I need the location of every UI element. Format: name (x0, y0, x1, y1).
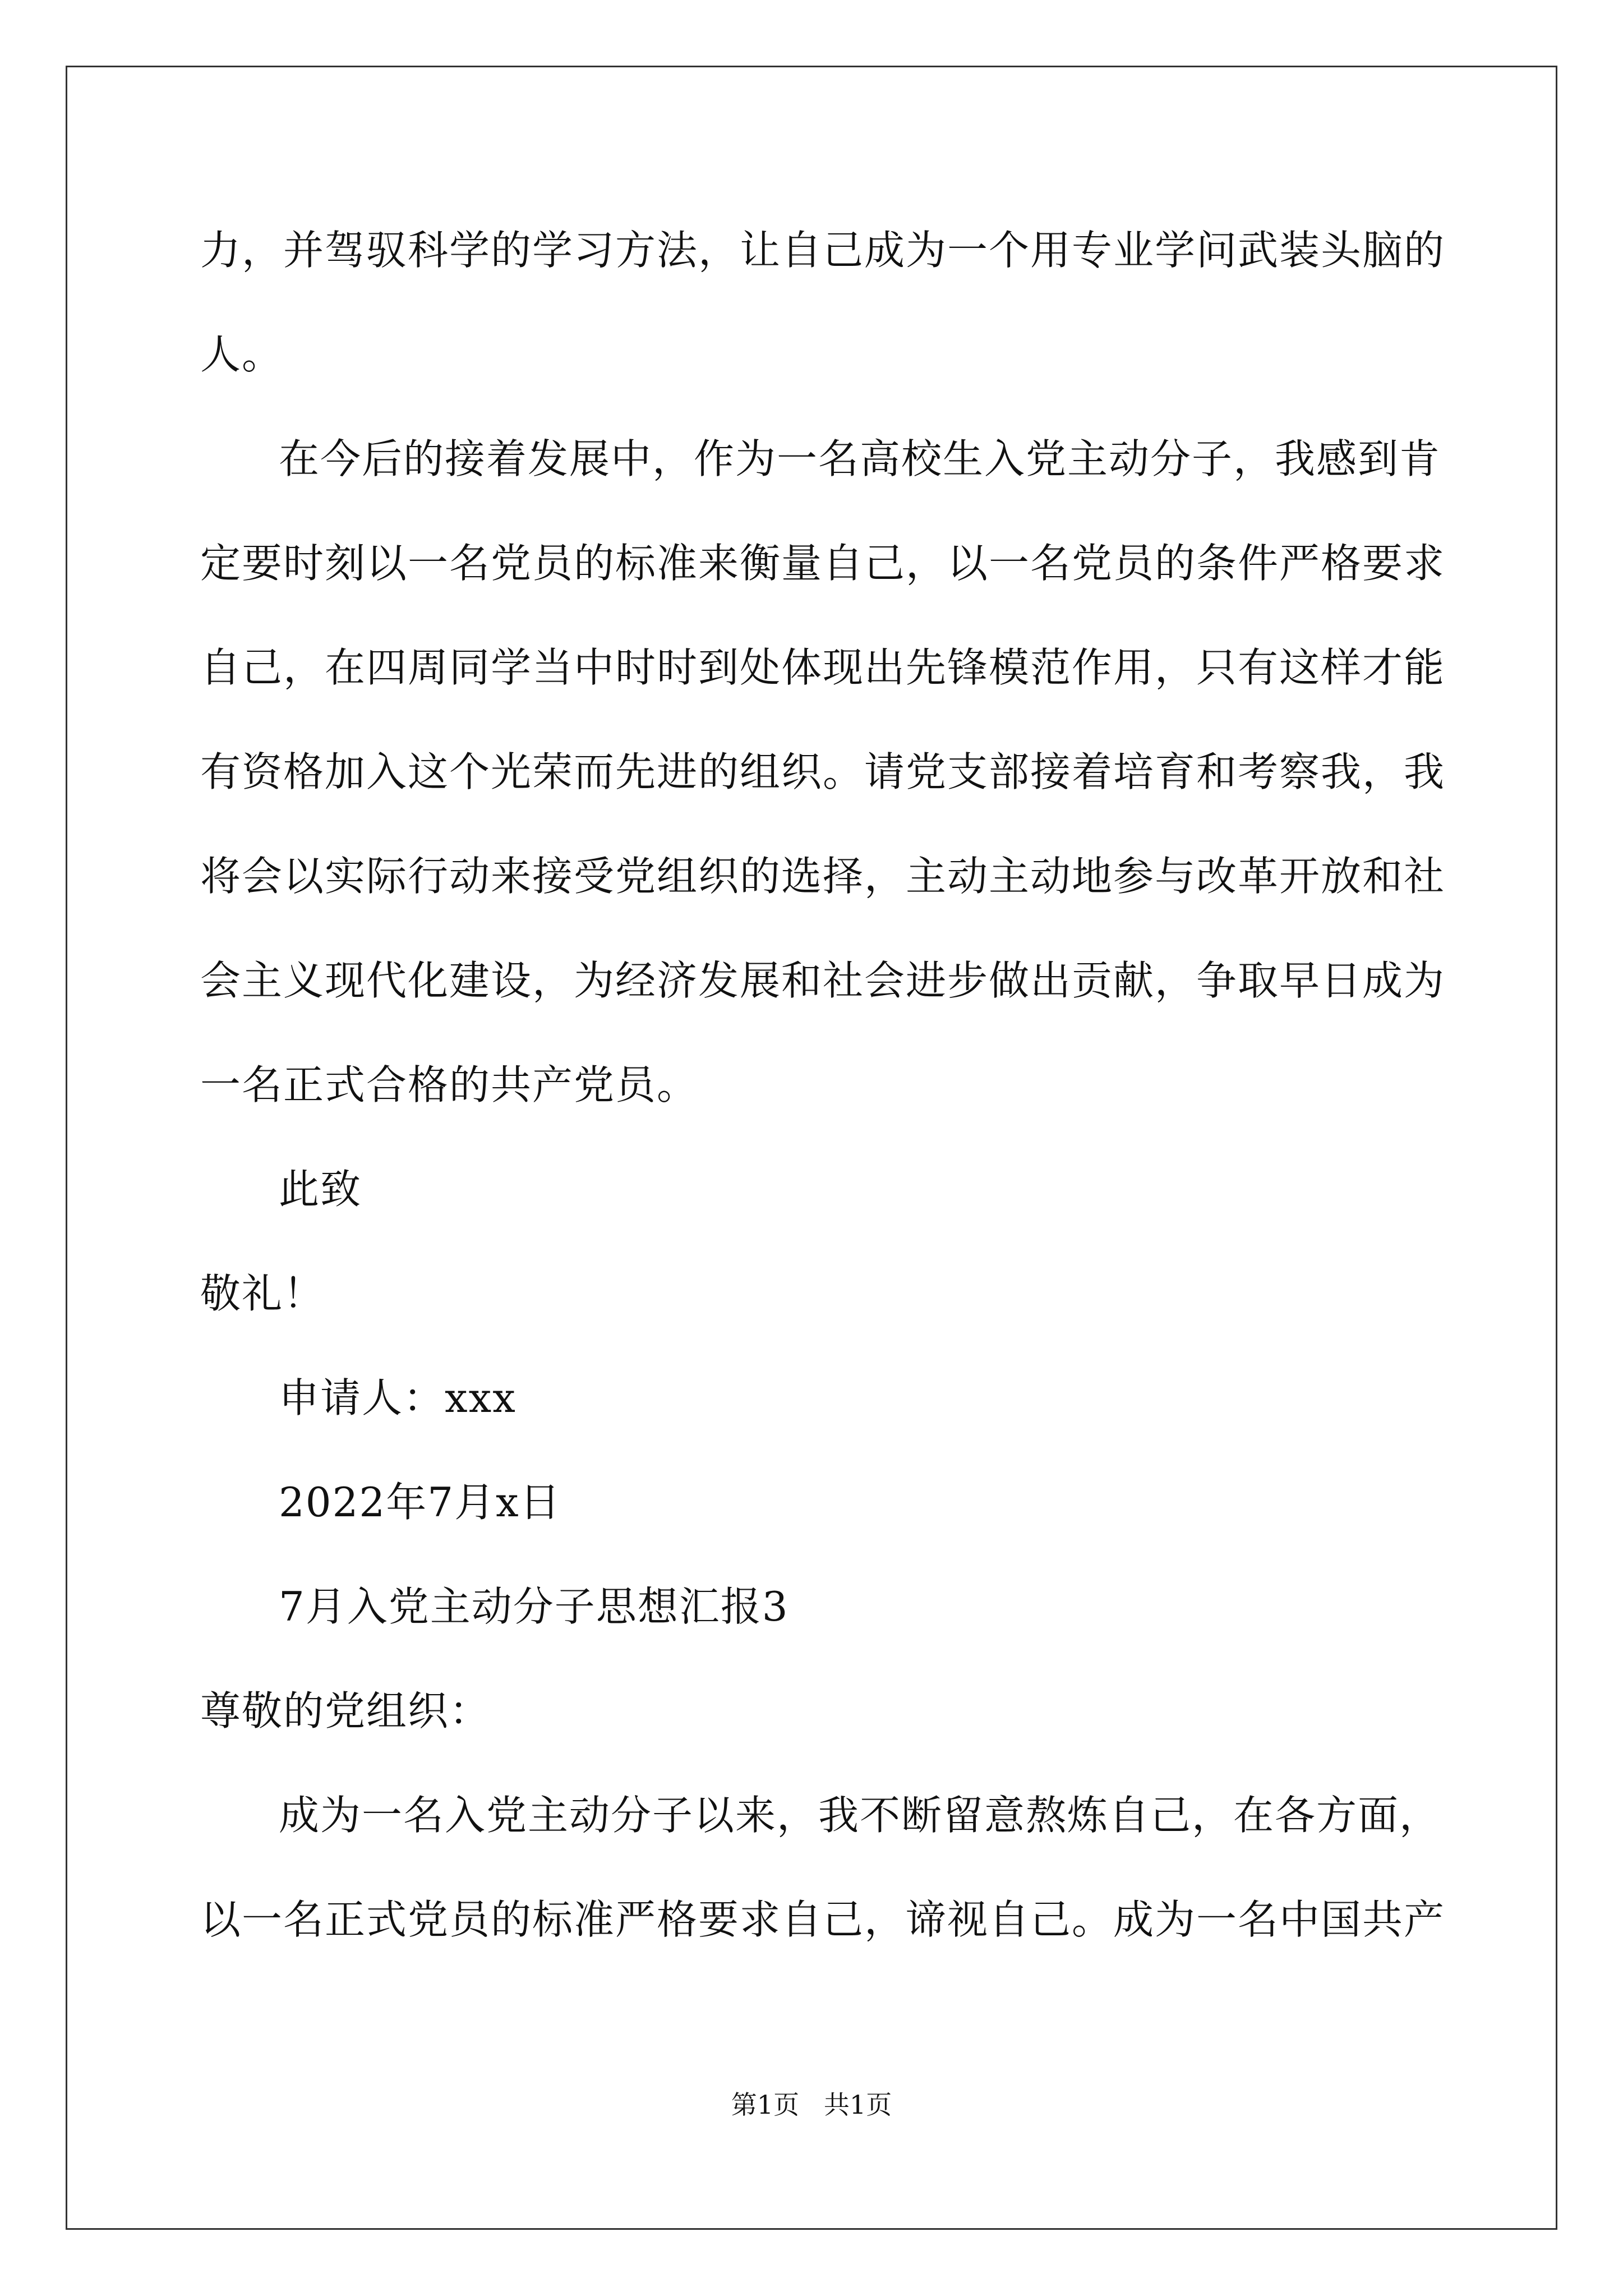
applicant-signature: 申请人：xxx (279, 1374, 517, 1421)
closing-respect: 敬礼！ (200, 1270, 325, 1317)
body-line-9: 一名正式合格的共产党员。 (200, 1061, 699, 1108)
section-title: 7月入党主动分子思想汇报3 (279, 1583, 789, 1630)
signature-date: 2022年7月x日 (279, 1479, 561, 1526)
body-line-1: 力，并驾驭科学的学习方法，让自己成为一个用专业学问武装头脑的 (200, 227, 1446, 274)
body-line-4: 定要时刻以一名党员的标准来衡量自己，以一名党员的条件严格要求 (200, 540, 1446, 587)
body-line-7: 将会以实际行动来接受党组织的选择，主动主动地参与改革开放和社 (200, 853, 1446, 900)
body-line-17: 以一名正式党员的标准严格要求自己，谛视自己。成为一名中国共产 (200, 1896, 1446, 1943)
closing-salutation: 此致 (279, 1166, 362, 1213)
page-footer: 第1页 共1页 (731, 2090, 892, 2120)
body-line-8: 会主义现代化建设，为经济发展和社会进步做出贡献，争取早日成为 (200, 957, 1446, 1004)
body-line-2: 人。 (200, 331, 284, 378)
body-line-3: 在今后的接着发展中，作为一名高校生入党主动分子，我感到肯 (279, 435, 1441, 482)
greeting: 尊敬的党组织： (200, 1687, 491, 1734)
body-line-16: 成为一名入党主动分子以来，我不断留意熬炼自己，在各方面， (279, 1792, 1441, 1839)
body-line-6: 有资格加入这个光荣而先进的组织。请党支部接着培育和考察我，我 (200, 748, 1446, 795)
body-line-5: 自己，在四周同学当中时时到处体现出先锋模范作用，只有这样才能 (200, 644, 1446, 691)
